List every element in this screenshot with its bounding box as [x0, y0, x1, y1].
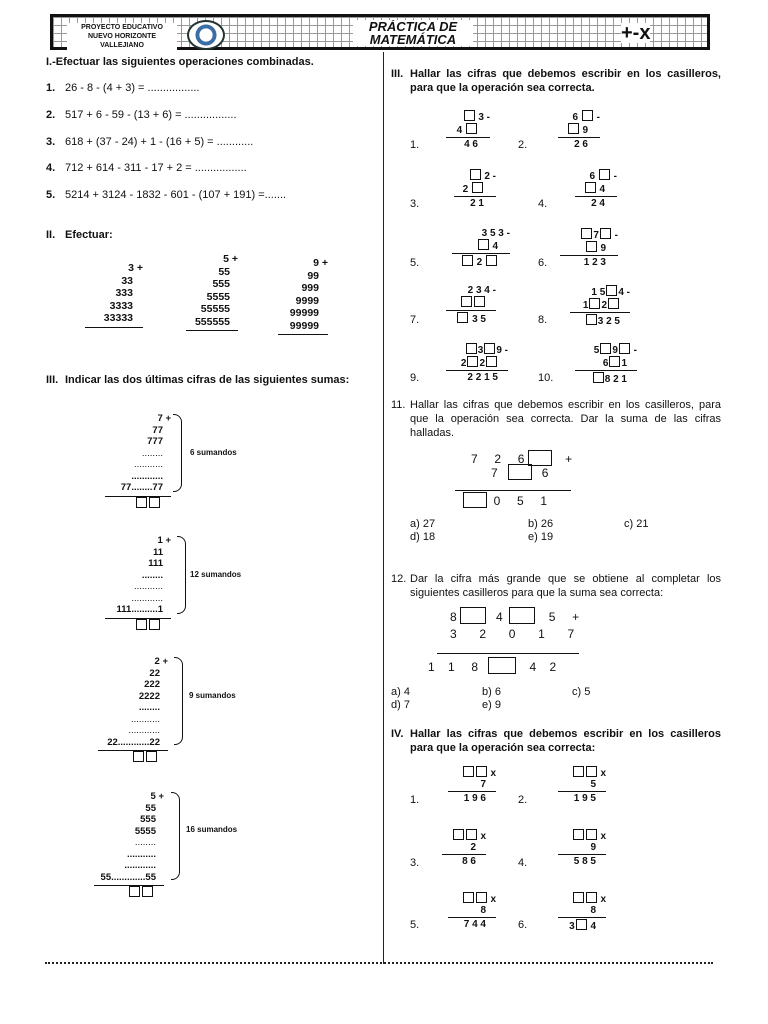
- answer-boxes[interactable]: [98, 751, 168, 763]
- school-name: PROYECTO EDUCATIVO NUEVO HORIZONTE VALLEJIANO: [67, 23, 177, 50]
- item-number: 1.: [46, 82, 56, 94]
- digit-box[interactable]: [464, 110, 475, 121]
- digit-box[interactable]: [466, 829, 477, 840]
- question-11-number: 11.: [391, 399, 406, 411]
- answer-boxes[interactable]: [105, 497, 171, 509]
- problem-label: 4.: [538, 198, 548, 210]
- multiplication-problem-2: x 5 1 9 5: [558, 766, 606, 804]
- q12-row1: 8 4 5 +: [450, 607, 579, 624]
- q12-row2: 3 2 0 1 7: [450, 627, 576, 641]
- question-12-text: Dar la cifra más grande que se obtiene al completar los siguientes casilleros para que la suma sea correcta:: [410, 573, 721, 599]
- digit-box[interactable]: [486, 356, 497, 367]
- brace: [174, 657, 183, 745]
- section-4-number: IV.: [391, 728, 404, 740]
- digit-box[interactable]: [609, 356, 620, 367]
- item-text: 5214 + 3124 - 1832 - 601 - (107 + 191) =.......: [65, 189, 287, 201]
- q11-option-a[interactable]: a) 27: [410, 518, 436, 530]
- subtraction-problem-1: 3 - 4 4 6: [446, 110, 490, 150]
- digit-box[interactable]: [476, 766, 487, 777]
- digit-box[interactable]: [488, 657, 516, 674]
- q12-option-d[interactable]: d) 7: [391, 699, 410, 711]
- q12-result: 1 1 8 4 2: [428, 657, 556, 674]
- digit-box[interactable]: [466, 343, 477, 354]
- sum-column-5: 5 + 55 555 5555 55555 555555: [186, 253, 238, 331]
- multiplication-problem-1: x 7 1 9 6: [448, 766, 496, 804]
- q12-option-c[interactable]: c) 5: [572, 686, 591, 698]
- answer-boxes[interactable]: [105, 619, 171, 631]
- problem-label: 6.: [518, 919, 528, 931]
- digit-box[interactable]: [463, 892, 474, 903]
- digit-box[interactable]: [600, 343, 611, 354]
- digit-box[interactable]: [463, 766, 474, 777]
- digit-box[interactable]: [586, 241, 597, 252]
- subtraction-problem-10: 5 9 - 6 1 8 2 1: [575, 343, 637, 385]
- item-text: 618 + (37 - 24) + 1 - (16 + 5) = ............: [65, 136, 254, 148]
- multiplication-problem-4: x 9 5 8 5: [558, 829, 606, 867]
- problem-label: 7.: [410, 314, 420, 326]
- digit-box[interactable]: [573, 766, 584, 777]
- digit-box[interactable]: [586, 766, 597, 777]
- digit-box[interactable]: [509, 607, 535, 624]
- subtraction-problem-4: 6 - 4 2 4: [575, 169, 617, 209]
- subtraction-problem-9: 3 9 - 2 2 2 2 1 5: [446, 343, 508, 383]
- right-section-3-title: Hallar las cifras que debemos escribir en los casilleros, para que la operación sea correcta.: [410, 68, 721, 94]
- series-sum-5: 5 + 55 555 5555 ........ ........... ............ 55.............55: [94, 791, 164, 898]
- digit-box[interactable]: [462, 255, 473, 266]
- problem-label: 5.: [410, 919, 420, 931]
- problem-label: 1.: [410, 794, 420, 806]
- digit-box[interactable]: [461, 296, 472, 307]
- header-banner: [50, 14, 710, 50]
- item-text: 517 + 6 - 59 - (13 + 6) = .................: [65, 109, 237, 121]
- question-12-number: 12.: [391, 573, 407, 585]
- digit-box[interactable]: [476, 892, 487, 903]
- subtraction-problem-3: 2 - 2 2 1: [454, 169, 496, 209]
- subtraction-problem-6: 7 - 9 1 2 3: [560, 228, 618, 268]
- bottom-dotted-line: [45, 962, 713, 964]
- q11-row2: 7 6: [491, 466, 549, 480]
- digit-box[interactable]: [581, 228, 592, 239]
- digit-box[interactable]: [568, 123, 579, 134]
- q11-row1: 7 2 6 +: [471, 452, 573, 466]
- digit-box[interactable]: [586, 314, 597, 325]
- digit-box[interactable]: [470, 169, 481, 180]
- digit-box[interactable]: [589, 298, 600, 309]
- sum-column-9: 9 + 99 999 9999 99999 99999: [278, 257, 328, 335]
- digit-box[interactable]: [586, 829, 597, 840]
- digit-box[interactable]: [593, 372, 604, 383]
- q12-sum-line: [437, 653, 579, 654]
- series-sum-2: 2 + 22 222 2222 ........ ........... ............ 22............22: [98, 656, 168, 763]
- item-text: 712 + 614 - 311 - 17 + 2 = .................: [65, 162, 247, 174]
- item-text: 26 - 8 - (4 + 3) = .................: [65, 82, 200, 94]
- digit-box[interactable]: [486, 255, 497, 266]
- item-number: 4.: [46, 162, 56, 174]
- subtraction-problem-2: 6 - 9 2 6: [558, 110, 600, 150]
- section-2-title: Efectuar:: [65, 229, 113, 241]
- section-3-title: Indicar las dos últimas cifras de las siguientes sumas:: [65, 374, 350, 386]
- digit-box[interactable]: [478, 239, 489, 250]
- section-3-number: III.: [46, 374, 59, 386]
- subtraction-problem-8: 1 5 4 - 1 2 3 2 5: [570, 285, 630, 327]
- digit-box[interactable]: [600, 228, 611, 239]
- brace: [177, 536, 186, 614]
- series-sum-7: 7 + 77 777 ........ ........... ............ 77........77: [105, 413, 171, 508]
- brace-label: 16 sumandos: [186, 825, 238, 834]
- problem-label: 2.: [518, 794, 528, 806]
- brace-label: 6 sumandos: [190, 448, 237, 457]
- problem-label: 2.: [518, 139, 528, 151]
- brace: [173, 414, 182, 492]
- problem-label: 3.: [410, 857, 420, 869]
- problem-label: 6.: [538, 257, 548, 269]
- digit-box[interactable]: [585, 182, 596, 193]
- item-number: 3.: [46, 136, 56, 148]
- problem-label: 5.: [410, 257, 420, 269]
- digit-box[interactable]: [467, 356, 478, 367]
- subtraction-problem-7: 2 3 4 - 3 5: [446, 285, 496, 325]
- digit-box[interactable]: [573, 892, 584, 903]
- sum-column-3: 3 + 33 333 3333 33333: [85, 262, 143, 328]
- math-operations-icon: +-x: [621, 22, 651, 44]
- digit-box[interactable]: [457, 312, 468, 323]
- subtraction-problem-5: 3 5 3 - 4 2: [452, 228, 510, 268]
- problem-label: 4.: [518, 857, 528, 869]
- digit-box[interactable]: [508, 464, 532, 480]
- school-logo-icon: [187, 20, 225, 50]
- digit-box[interactable]: [472, 182, 483, 193]
- question-11-text: Hallar las cifras que debemos escribir en los casilleros, para que la operación sea correcta. Dar la suma de las cifras halladas.: [410, 399, 721, 439]
- digit-box[interactable]: [599, 169, 610, 180]
- digit-box[interactable]: [474, 296, 485, 307]
- digit-box[interactable]: [619, 343, 630, 354]
- problem-label: 3.: [410, 198, 420, 210]
- q11-result: 0 5 1: [463, 492, 547, 508]
- section-4-title: Hallar las cifras que debemos escribir en los casilleros para que la operación sea correcta:: [410, 728, 721, 754]
- digit-box[interactable]: [573, 829, 584, 840]
- q11-option-e[interactable]: e) 19: [528, 531, 554, 543]
- digit-box[interactable]: [453, 829, 464, 840]
- digit-box[interactable]: [586, 892, 597, 903]
- q12-option-b[interactable]: b) 6: [482, 686, 501, 698]
- item-number: 5.: [46, 189, 56, 201]
- multiplication-problem-5: x 8 7 4 4: [448, 892, 496, 930]
- q11-option-c[interactable]: c) 21: [624, 518, 649, 530]
- column-divider: [383, 52, 384, 964]
- q11-option-b[interactable]: b) 26: [528, 518, 554, 530]
- problem-label: 10.: [538, 372, 554, 384]
- problem-label: 1.: [410, 139, 420, 151]
- q12-option-a[interactable]: a) 4: [391, 686, 410, 698]
- brace: [171, 792, 180, 880]
- problem-label: 9.: [410, 372, 420, 384]
- digit-box[interactable]: [608, 298, 619, 309]
- q11-sum-line: [455, 490, 571, 491]
- digit-box[interactable]: [484, 343, 495, 354]
- brace-label: 9 sumandos: [189, 691, 236, 700]
- right-section-3-number: III.: [391, 68, 404, 80]
- digit-box[interactable]: [460, 607, 486, 624]
- multiplication-problem-3: x 2 8 6: [442, 829, 486, 867]
- digit-box[interactable]: [606, 285, 617, 296]
- problem-label: 8.: [538, 314, 548, 326]
- digit-box[interactable]: [463, 492, 487, 508]
- section-1-title: I.-Efectuar las siguientes operaciones combinadas.: [46, 56, 314, 68]
- q11-option-d[interactable]: d) 18: [410, 531, 436, 543]
- q12-option-e[interactable]: e) 9: [482, 699, 501, 711]
- brace-label: 12 sumandos: [190, 570, 242, 579]
- answer-boxes[interactable]: [94, 886, 164, 898]
- digit-box[interactable]: [582, 110, 593, 121]
- digit-box[interactable]: [466, 123, 477, 134]
- series-sum-1: 1 + 11 111 ........ ........... ............ 111..........1: [105, 535, 171, 630]
- item-number: 2.: [46, 109, 56, 121]
- page-title: PRÁCTICA DE MATEMÁTICA: [353, 20, 473, 46]
- digit-box[interactable]: [576, 919, 587, 930]
- multiplication-problem-6: x 8 3 4: [558, 892, 606, 932]
- section-2-number: II.: [46, 229, 56, 241]
